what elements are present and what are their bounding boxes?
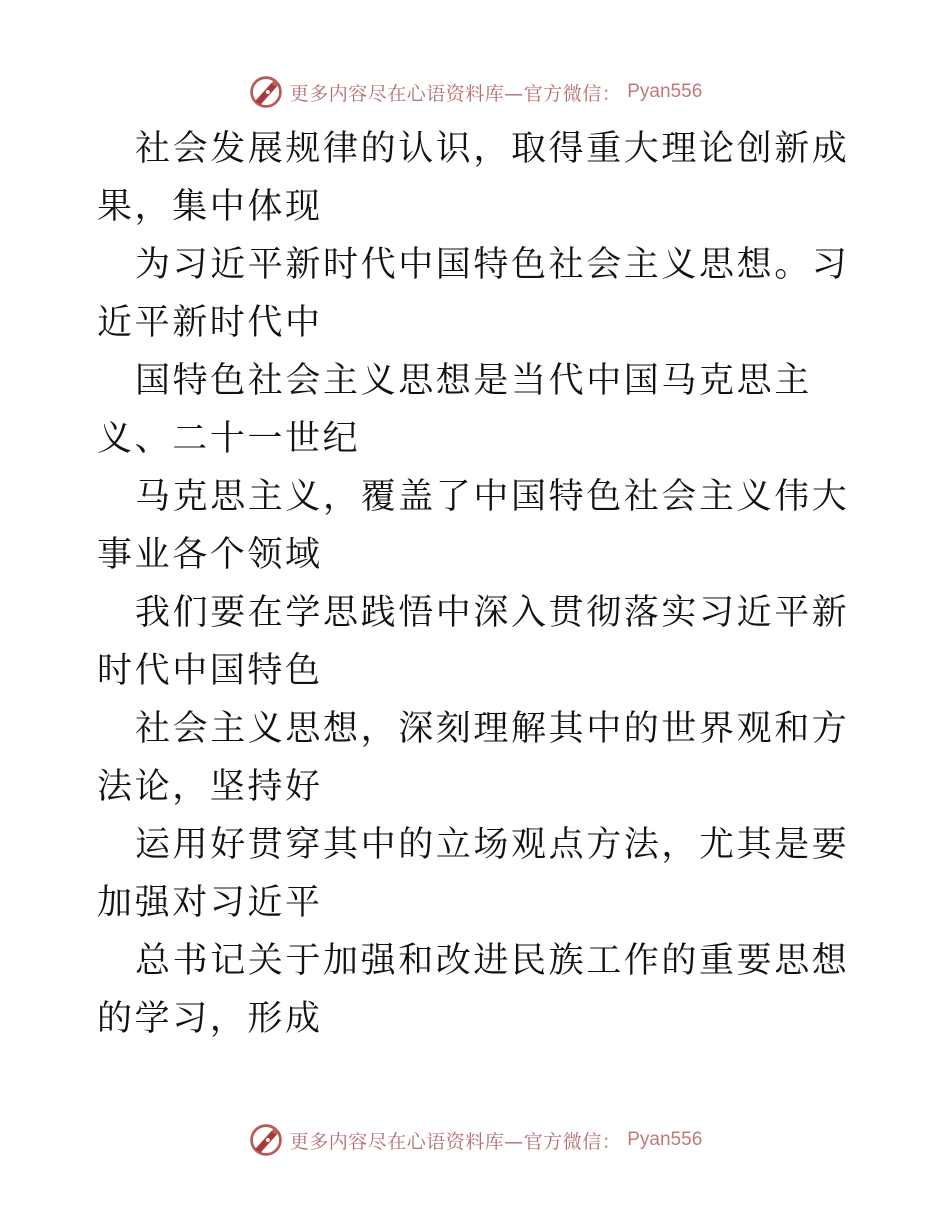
paragraph-line: 社会发展规律的认识，取得重大理论创新成果， — [97, 129, 850, 227]
document-body — [97, 120, 857, 1048]
footer-banner-id: Pyan556 — [627, 1129, 703, 1150]
paragraph-line: 运用好贯穿其中的立场观点方法，尤其是要加强 — [97, 825, 850, 923]
paragraph — [97, 700, 857, 816]
paragraph-line: 国特色社会主义思想是当代中国马克思主义、二 — [97, 361, 812, 459]
paragraph-line: 习，形成 — [172, 999, 323, 1039]
paragraph-line: 十一世纪 — [209, 419, 361, 459]
pen-nib-circle-icon — [248, 1122, 284, 1158]
paragraph-line: 新时代中 — [172, 303, 323, 343]
paragraph-line: 论，坚持好 — [134, 767, 323, 807]
paragraph-line: 社会主义思想，深刻理解其中的世界观和方法 — [97, 709, 850, 807]
paragraph-line: 我们要在学思践悟中深入贯彻落实习近平新时代 — [97, 593, 850, 691]
footer-banner — [0, 1120, 950, 1160]
paragraph — [97, 120, 857, 236]
paragraph-line: 各个领域 — [172, 535, 323, 575]
header-banner — [0, 72, 950, 112]
pen-nib-circle-icon — [248, 74, 284, 110]
paragraph-line: 为习近平新时代中国特色社会主义思想。习近平 — [97, 245, 850, 343]
paragraph — [97, 584, 857, 700]
paragraph — [97, 816, 857, 932]
paragraph-line: 马克思主义，覆盖了中国特色社会主义伟大事业 — [97, 477, 850, 575]
paragraph-line: 中国特色 — [172, 651, 323, 691]
paragraph — [97, 352, 857, 468]
paragraph — [97, 932, 857, 1048]
footer-banner-text: 更多内容尽在心语资料库—官方微信： — [289, 1130, 622, 1153]
header-banner-id: Pyan556 — [627, 81, 703, 102]
paragraph-line: 总书记关于加强和改进民族工作的重要思想的学 — [97, 941, 850, 1039]
header-banner-text: 更多内容尽在心语资料库—官方微信： — [289, 82, 622, 105]
paragraph-line: 对习近平 — [172, 883, 323, 923]
paragraph-line: 集中体现 — [172, 187, 323, 227]
paragraph — [97, 236, 857, 352]
paragraph — [97, 468, 857, 584]
